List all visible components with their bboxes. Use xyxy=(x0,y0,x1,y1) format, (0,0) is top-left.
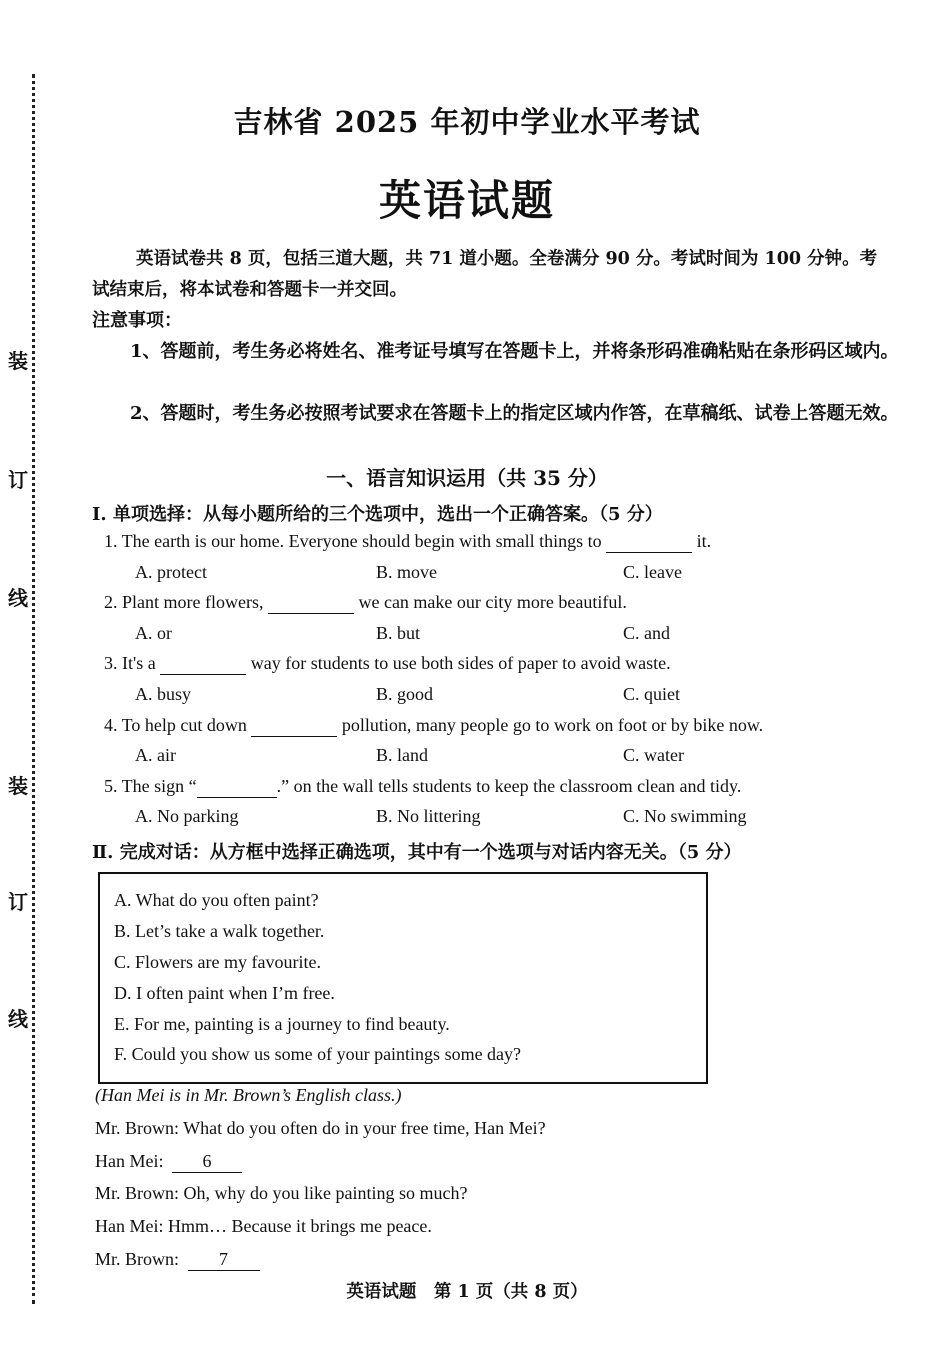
question-text: we can make our city more beautiful. xyxy=(353,592,627,612)
option: B. land xyxy=(376,745,428,765)
answer-blank xyxy=(251,715,337,737)
dialogue-line xyxy=(95,1249,260,1271)
exam-intro: 英语试卷共 8 页，包括三道大题，共 71 道小题。全卷满分 90 分。考试时间为 100 分钟。考试结束后，将本试卷和答题卡一并交回。 xyxy=(92,249,878,300)
dialogue-speaker: Mr. Brown: xyxy=(95,1249,184,1269)
answer-blank xyxy=(160,653,246,675)
question-2 xyxy=(104,592,627,614)
box-option: D. I often paint when I’m free. xyxy=(114,983,335,1003)
box-option: B. Let’s take a walk together. xyxy=(114,921,325,941)
question-text: 5. The sign “ xyxy=(104,776,197,796)
answer-blank-7: 7 xyxy=(188,1249,260,1271)
question-text: 2. Plant more flowers, xyxy=(104,592,268,612)
binding-char: 线 xyxy=(8,586,28,610)
binding-char: 订 xyxy=(8,468,28,492)
binding-char: 装 xyxy=(8,349,28,373)
option: C. leave xyxy=(623,562,682,582)
dialogue-line: Mr. Brown: Oh, why do you like painting so much? xyxy=(95,1183,468,1203)
section-title: 一、语言知识运用（共 35 分） xyxy=(326,466,608,490)
binding-char: 订 xyxy=(8,890,28,914)
question-5 xyxy=(104,776,741,798)
notes-heading: 注意事项： xyxy=(92,310,182,331)
dialogue-line: Han Mei: Hmm… Because it brings me peace. xyxy=(95,1216,432,1236)
question-1 xyxy=(104,531,711,553)
option: B. good xyxy=(376,684,434,704)
answer-blank xyxy=(197,776,277,798)
note-item: 2、答题时，考生务必按照考试要求在答题卡上的指定区域内作答，在草稿纸、试卷上答题无效。 xyxy=(130,403,899,424)
question-text: 3. It's a xyxy=(104,653,161,673)
option: A. busy xyxy=(135,684,192,704)
answer-blank xyxy=(268,592,354,614)
page-footer: 英语试题 第 1 页（共 8 页） xyxy=(346,1282,588,1302)
question-text: way for students to use both sides of paper to avoid waste. xyxy=(246,653,671,673)
option: B. but xyxy=(376,623,421,643)
option: A. or xyxy=(135,623,172,643)
option: C. quiet xyxy=(623,684,680,704)
box-option: F. Could you show us some of your paintings some day? xyxy=(114,1044,522,1064)
dialogue-line: Mr. Brown: What do you often do in your free time, Han Mei? xyxy=(95,1118,546,1138)
binding-char: 装 xyxy=(8,774,28,798)
question-text: pollution, many people go to work on foot or by bike now. xyxy=(337,715,764,735)
question-text: 1. The earth is our home. Everyone should begin with small things to xyxy=(104,531,607,551)
exam-title: 吉林省 2025 年初中学业水平考试 xyxy=(233,105,701,139)
dialogue-scene: (Han Mei is in Mr. Brown’s English class.) xyxy=(95,1085,402,1105)
option: A. air xyxy=(135,745,176,765)
box-option: E. For me, painting is a journey to find beauty. xyxy=(114,1014,450,1034)
options-box xyxy=(98,872,708,1084)
option: B. No littering xyxy=(376,806,481,826)
option: B. move xyxy=(376,562,437,582)
option: C. and xyxy=(623,623,670,643)
question-text: it. xyxy=(692,531,712,551)
binding-dotted-line xyxy=(32,74,35,1304)
option: A. protect xyxy=(135,562,207,582)
part2-title: Ⅱ. 完成对话：从方框中选择正确选项，其中有一个选项与对话内容无关。（5 分） xyxy=(92,842,742,863)
option: C. water xyxy=(623,745,684,765)
note-item: 1、答题前，考生务必将姓名、准考证号填写在答题卡上，并将条形码准确粘贴在条形码区域内。 xyxy=(130,341,899,362)
question-4 xyxy=(104,715,763,737)
answer-blank xyxy=(606,531,692,553)
subject-title: 英语试题 xyxy=(378,176,555,225)
part1-title: Ⅰ. 单项选择：从每小题所给的三个选项中，选出一个正确答案。（5 分） xyxy=(92,504,663,525)
dialogue-speaker: Han Mei: xyxy=(95,1151,168,1171)
box-option: A. What do you often paint? xyxy=(114,890,319,910)
question-3 xyxy=(104,653,671,675)
dialogue-line xyxy=(95,1151,242,1173)
option: A. No parking xyxy=(135,806,239,826)
answer-blank-6: 6 xyxy=(172,1151,242,1173)
binding-char: 线 xyxy=(8,1007,28,1031)
box-option: C. Flowers are my favourite. xyxy=(114,952,321,972)
question-text: 4. To help cut down xyxy=(104,715,252,735)
option: C. No swimming xyxy=(623,806,747,826)
question-text: .” on the wall tells students to keep the classroom clean and tidy. xyxy=(276,776,742,796)
